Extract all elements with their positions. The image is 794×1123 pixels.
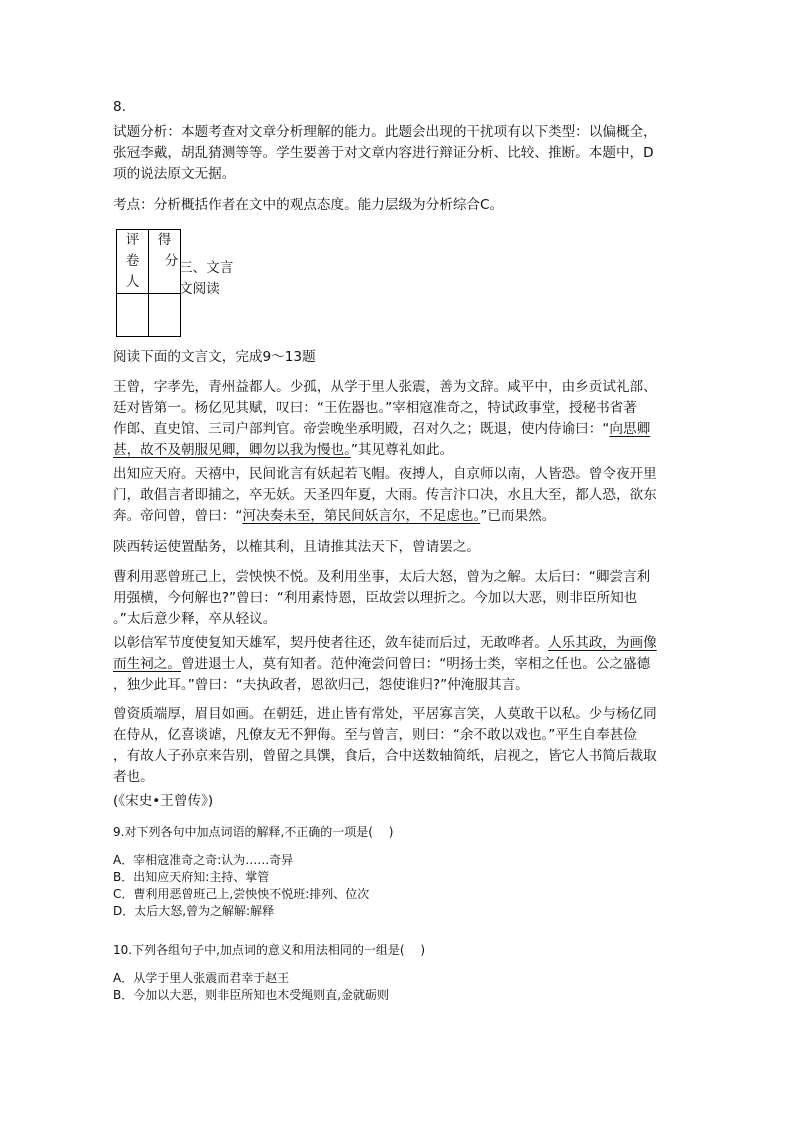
passage-paragraph-6: 曾资质端厚，眉目如画。在朝廷，进止皆有常处，平居寡言笑，人莫敢干以私。少与杨亿同 在侍从，亿喜谈谑，凡僚友无不狎侮。至与曾言，则曰：“余不敢以戏也。”平生自奉甚俭 ，有故人子孙京来告别，曾留之具馔，食后，合中送数轴简纸，启视之，皆它人书简后裁取 者也。 bbox=[113, 706, 657, 785]
question-8-analysis bbox=[113, 122, 688, 185]
analysis-line: 项的说法原文无据。 bbox=[113, 166, 236, 182]
passage-paragraph-3: 陕西转运使置酤务，以榷其利，且请推其法天下，曾请罢之。 bbox=[113, 539, 481, 555]
underlined-sentence: 河决奏未至，第民间妖言尔，不足虑也。 bbox=[242, 508, 481, 524]
question-10-options bbox=[113, 970, 688, 1004]
option-a[interactable]: A．从学于里人张震而君幸于赵王 bbox=[113, 971, 290, 985]
option-b[interactable]: B．出知应天府知:主持、掌管 bbox=[113, 870, 270, 884]
passage-paragraph-1: 王曾，字孝先，青州益都人。少孤，从学于里人张震，善为文辞。咸平中，由乡贡试礼部、 廷对皆第一。杨亿见其赋，叹曰：“王佐器也。”宰相寇准奇之，特试政事堂，授秘书省著 作郎、直史馆、三司户部判官。帝尝晚坐承明殿，召对久之；既退，使内侍谕曰：“向思卿 甚，故不及朝服见卿，卿勿以我为慢也。”其见尊礼如此。 bbox=[113, 379, 657, 458]
question-8-kaodian: 考点：分析概括作者在文中的观点态度。能力层级为分析综合C。 bbox=[113, 197, 504, 213]
reading-instruction: 阅读下面的文言文，完成9～13题 bbox=[113, 349, 316, 365]
underlined-sentence: 向思卿 bbox=[609, 421, 651, 437]
passage-paragraph-4: 曹利用恶曾班己上，尝怏怏不悦。及利用坐事，太后大怒，曾为之解。太后曰：“卿尝言利 用强横，今何解也?”曾曰：“利用素恃恩，臣故尝以理折之。今加以大恶，则非臣所知也 。”太后意少释，卒从轻议。 bbox=[113, 569, 651, 627]
question-8-number: 8. bbox=[113, 99, 126, 115]
passage-source: (《宋史•王曾传》) bbox=[113, 793, 214, 809]
option-a[interactable]: A．宰相寇准奇之奇:认为……奇异 bbox=[113, 853, 294, 867]
score-table-score-cell[interactable] bbox=[149, 294, 181, 337]
analysis-line: 试题分析：本题考查对文章分析理解的能力。此题会出现的干扰项有以下类型：以偏概全， bbox=[113, 124, 657, 140]
option-c[interactable]: C．曹利用恶曾班己上,尝怏怏不悦班:排列、位次 bbox=[113, 887, 370, 901]
passage-paragraph-5: 以彰信军节度使复知天雄军，契丹使者往还，敛车徒而后过，无敢哗者。人乐其政，为画像 而生祠之。曾进退士人，莫有知者。范仲淹尝问曾曰：“明扬士类，宰相之任也。公之盛德 ，独少此耳。”曾曰：“夫执政者，恩欲归己，怨使谁归?”仲淹服其言。 bbox=[113, 635, 657, 693]
section-heading: 三、文言 文阅读 bbox=[179, 260, 234, 297]
question-9-stem: 9.对下列各句中加点词语的解释,不正确的一项是( ) bbox=[113, 825, 394, 839]
underlined-sentence: 而生祠之。 bbox=[113, 656, 181, 672]
question-9-options bbox=[113, 852, 688, 920]
score-table-grader-cell[interactable] bbox=[117, 294, 149, 337]
score-table-header-grader: 评 卷 人 bbox=[117, 230, 149, 294]
question-10-stem: 10.下列各组句子中,加点词的意义和用法相同的一组是( ) bbox=[113, 943, 426, 957]
underlined-sentence: 甚，故不及朝服见卿，卿勿以我为慢也。 bbox=[113, 442, 351, 458]
score-table bbox=[116, 229, 181, 337]
underlined-sentence: 人乐其政，为画像 bbox=[548, 635, 657, 651]
analysis-line: 张冠李戴，胡乱猜测等等。学生要善于对文章内容进行辩证分析、比较、推断。本题中，D bbox=[113, 145, 654, 161]
passage-paragraph-2: 出知应天府。天禧中，民间讹言有妖起若飞帽。夜搏人，自京师以南，人皆恐。曾令夜开里 门，敢倡言者即捕之，卒无妖。天圣四年夏，大雨。传言汴口决，水且大至，都人恐，欲东 奔。帝问曾，曾曰：“河决奏未至，第民间妖言尔，不足虑也。”已而果然。 bbox=[113, 466, 657, 524]
option-d[interactable]: D．太后大怒,曾为之解解:解释 bbox=[113, 904, 275, 918]
score-table-header-score: 得 分 bbox=[149, 230, 181, 294]
option-b[interactable]: B．今加以大恶，则非臣所知也木受绳则直,金就砺则 bbox=[113, 988, 390, 1002]
